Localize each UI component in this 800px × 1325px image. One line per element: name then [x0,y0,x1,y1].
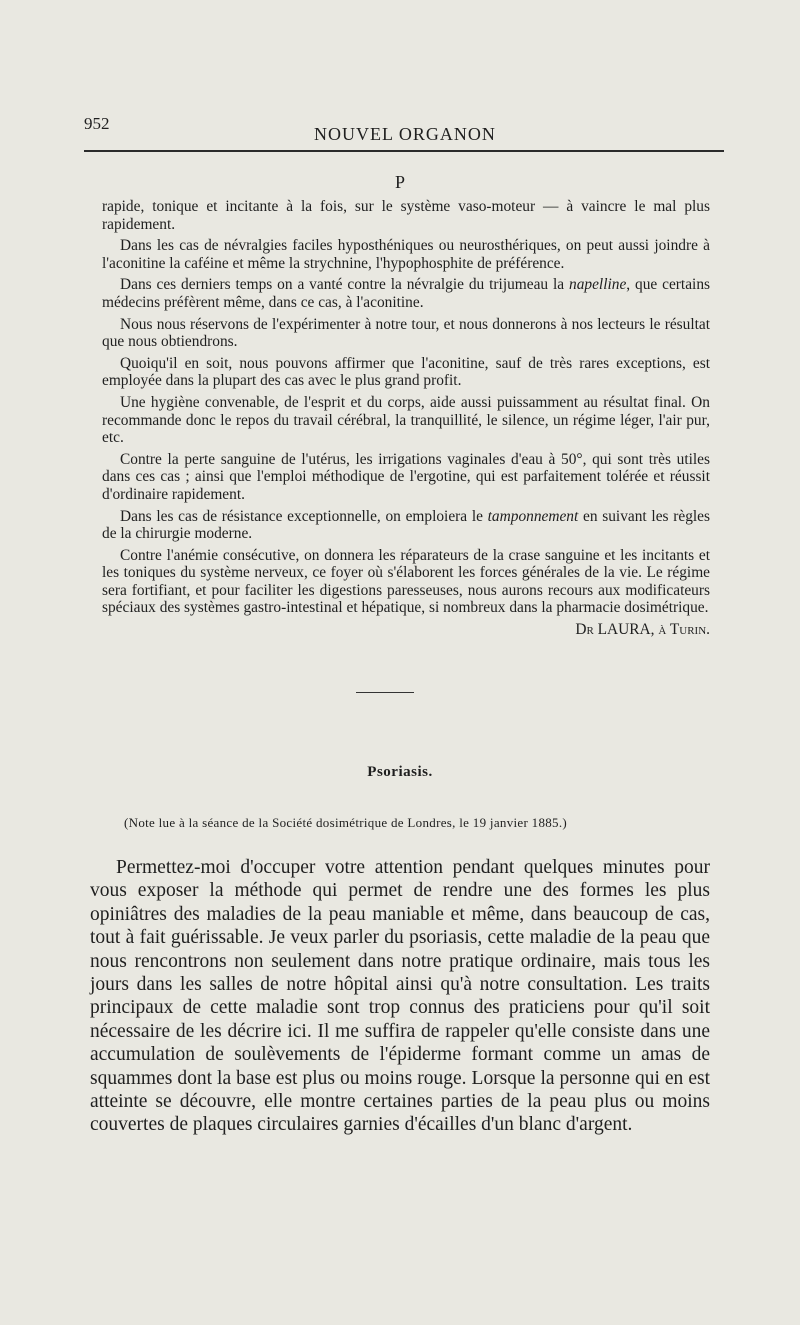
article-title: Psoriasis. [367,764,433,780]
header-rule [84,150,724,152]
paragraph: Dans les cas de résistance exceptionnelle, on emploiera le tamponnement en suivant les règles de la chirurgie moderne. [102,507,710,543]
paragraph: Dans les cas de névralgies faciles hyposthéniques ou neurosthériques, on peut aussi joindre à l'aconitine la caféine et même la strychnine, l'hypophosphite de préférence. [102,237,710,272]
emphasis-napelline: napelline [569,276,627,294]
article-note: (Note lue à la séance de la Société dosimétrique de Londres, le 19 janvier 1885.) [124,815,568,830]
emphasis-tamponnement: tamponnement [487,507,579,525]
paragraph: rapide, tonique et incitante à la fois, sur le système vaso-moteur — à vaincre le mal plus rapidement. [102,198,710,233]
paragraph: Contre la perte sanguine de l'utérus, les irrigations vaginales d'eau à 50°, qui sont très utiles dans ces cas ; ainsi que l'emploi méthodique de l'ergotine, qui est parfaitement tolérée et réussit d'ordinaire rapidement. [102,450,710,503]
paragraph: Nous nous réservons de l'expérimenter à notre tour, et nous donnerons à nos lecteurs le résultat que nous obtiendrons. [102,315,710,351]
continuation-text [102,198,710,643]
section-divider [356,692,414,693]
paragraph: Dans ces derniers temps on a vanté contre la névralgie du trijumeau la napelline, que certains médecins préfèrent même, dans ce cas, à l'aconitine. [102,276,710,311]
signature: Dr LAURA, à Turin. [575,621,710,639]
section-letter: P [394,172,405,192]
paragraph: Contre l'anémie consécutive, on donnera les réparateurs de la crase sanguine et les incitants et les toniques du système nerveux, ce foyer où s'élaborent les forces générales de la vie. Le régime sera fortifiant, et pour faciliter les digestions paresseuses, nous aurons recours aux modificateurs spéciaux des systèmes gastro-intestinal et hépatique, si nombreux dans la pharmacie dosimétrique. [102,546,710,617]
paragraph: Une hygiène convenable, de l'esprit et du corps, aide aussi puissamment au résultat final. On recommande donc le repos du travail cérébral, la tranquillité, le silence, un régime léger, l'air pur, etc. [102,393,710,447]
running-title: NOUVEL ORGANON [314,124,496,144]
page-header [84,114,724,144]
paragraph: Permettez-moi d'occuper votre attention pendant quelques minutes pour vous exposer la méthode qui permet de rendre une des formes les plus opiniâtres des maladies de la peau maniable et même, dans beaucoup de cas, tout à fait guérissable. Je veux parler du psoriasis, cette maladie de la peau que nous rencontrons non seulement dans notre pratique ordinaire, mais tous les jours dans les salles de notre hôpital ainsi qu'à notre consultation. Les traits principaux de cette maladie sont trop connus des praticiens pour qu'il soit nécessaire de les décrire ici. Il me suffira de rappeler qu'elle consiste dans une accumulation de soulèvements de l'épiderme formant comme un amas de squammes dont la base est plus ou moins rouge. Lorsque la personne qui en est atteinte se découvre, elle montre certaines parties de la peau plus ou moins couvertes de plaques circulaires garnies d'écailles d'un blanc d'argent. [90,857,710,1136]
article-body [90,856,710,1137]
paragraph: Quoiqu'il en soit, nous pouvons affirmer que l'aconitine, sauf de très rares exceptions, est employée dans la plupart des cas avec le plus grand profit. [102,354,710,390]
page-number: 952 [84,114,110,133]
